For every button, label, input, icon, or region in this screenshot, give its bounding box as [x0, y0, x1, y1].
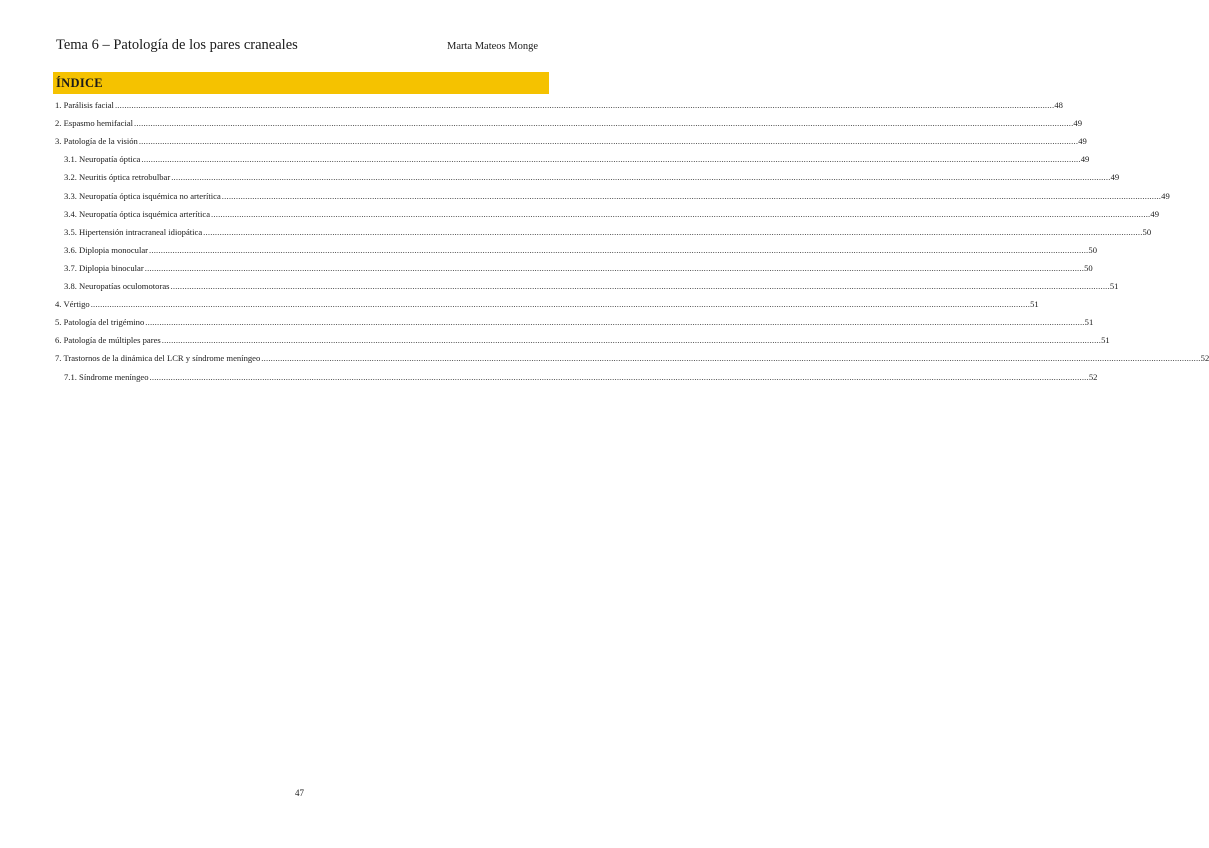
toc-entry-page: 50 [1088, 244, 1097, 255]
toc-entry-page: 52 [1200, 353, 1209, 364]
toc-entry[interactable] [64, 188, 1170, 202]
toc-entry[interactable] [55, 296, 1039, 310]
toc-leader-dots: ................................................................................................................................................................................................................................................................................................................................................................................................................ [203, 226, 1143, 237]
toc-entry[interactable] [64, 242, 1097, 256]
toc-leader-dots: ................................................................................................................................................................................................................................................................................................................................................................................................................ [170, 281, 1110, 291]
toc-entry-page: 50 [1084, 262, 1093, 273]
toc-entry[interactable] [64, 206, 1159, 220]
toc-leader-dots: ................................................................................................................................................................................................................................................................................................................................................................................................................ [141, 154, 1081, 165]
toc-entry-label: 3. Patología de la visión [55, 136, 138, 147]
toc-entry-label: 3.3. Neuropatía óptica isquémica no arterítica [64, 190, 221, 201]
toc-leader-dots: ................................................................................................................................................................................................................................................................................................................................................................................................................ [211, 208, 1151, 219]
toc-entry[interactable] [55, 133, 1087, 147]
author-name: Marta Mateos Monge [447, 41, 538, 52]
toc-entry-label: 2. Espasmo hemifacial [55, 118, 134, 129]
index-heading: ÍNDICE [56, 75, 103, 90]
toc-leader-dots: ................................................................................................................................................................................................................................................................................................................................................................................................................ [221, 190, 1162, 201]
toc-entry-page: 49 [1073, 118, 1083, 129]
toc-entry-page: 49 [1080, 154, 1090, 165]
toc-leader-dots: ................................................................................................................................................................................................................................................................................................................................................................................................................ [114, 100, 1055, 110]
toc-entry-label: 3.6. Diplopia monocular [64, 244, 149, 255]
toc-entry-label: 3.1. Neuropatía óptica [64, 154, 141, 165]
page-header [56, 37, 550, 57]
toc-leader-dots: ................................................................................................................................................................................................................................................................................................................................................................................................................ [149, 371, 1089, 382]
toc-entry[interactable] [55, 314, 1094, 328]
toc-entry[interactable] [55, 97, 1063, 111]
toc-entry-label: 6. Patología de múltiples pares [55, 335, 161, 346]
toc-entry-label: 3.2. Neuritis óptica retrobulbar [64, 172, 171, 183]
toc-entry-page: 51 [1109, 281, 1119, 291]
toc-entry-page: 51 [1101, 335, 1110, 346]
toc-entry-page: 48 [1054, 100, 1063, 110]
toc-entry-page: 49 [1161, 190, 1170, 201]
document-title: Tema 6 – Patología de los pares craneales [56, 37, 298, 53]
toc-leader-dots: ................................................................................................................................................................................................................................................................................................................................................................................................................ [145, 317, 1085, 328]
toc-entry-label: 7.1. Síndrome meníngeo [64, 371, 149, 382]
toc-entry-label: 3.7. Diplopia binocular [64, 262, 144, 273]
toc-leader-dots: ................................................................................................................................................................................................................................................................................................................................................................................................................ [161, 335, 1102, 346]
toc-entry[interactable] [55, 332, 1110, 346]
toc-entry-page: 51 [1030, 299, 1039, 310]
toc-leader-dots: ................................................................................................................................................................................................................................................................................................................................................................................................................ [134, 118, 1074, 129]
toc-entry-page: 49 [1078, 136, 1087, 147]
toc-entry-page: 49 [1150, 208, 1159, 219]
toc-leader-dots: ................................................................................................................................................................................................................................................................................................................................................................................................................ [90, 299, 1031, 310]
page-number: 47 [295, 788, 304, 798]
toc-entry-label: 5. Patología del trigémino [55, 317, 145, 328]
toc-entry-page: 52 [1088, 371, 1098, 382]
toc-entry-page: 50 [1142, 226, 1152, 237]
toc-entry-label: 3.5. Hipertensión intracraneal idiopática [64, 226, 203, 237]
toc-leader-dots: ................................................................................................................................................................................................................................................................................................................................................................................................................ [149, 244, 1089, 255]
toc-entry[interactable] [64, 369, 1098, 383]
index-banner [53, 72, 549, 94]
toc-entry[interactable] [55, 115, 1083, 129]
toc-entry-label: 1. Parálisis facial [55, 100, 114, 110]
toc-leader-dots: ................................................................................................................................................................................................................................................................................................................................................................................................................ [171, 172, 1111, 183]
toc-entry-label: 7. Trastornos de la dinámica del LCR y síndrome meníngeo [55, 353, 261, 364]
toc-entry[interactable] [64, 260, 1093, 274]
toc-entry[interactable] [64, 151, 1090, 165]
toc-entry[interactable] [64, 278, 1119, 292]
toc-entry-label: 3.8. Neuropatías oculomotoras [64, 281, 170, 291]
toc-entry-page: 49 [1110, 172, 1120, 183]
toc-leader-dots: ................................................................................................................................................................................................................................................................................................................................................................................................................ [138, 136, 1079, 147]
toc-entry[interactable] [55, 350, 1209, 364]
toc-entry-label: 4. Vértigo [55, 299, 90, 310]
toc-leader-dots: ................................................................................................................................................................................................................................................................................................................................................................................................................ [144, 262, 1085, 273]
toc-leader-dots: ................................................................................................................................................................................................................................................................................................................................................................................................................ [261, 353, 1201, 364]
toc-entry[interactable] [64, 169, 1120, 183]
toc-entry-label: 3.4. Neuropatía óptica isquémica arterítica [64, 208, 211, 219]
toc-entry-page: 51 [1084, 317, 1094, 328]
toc-entry[interactable] [64, 224, 1152, 238]
